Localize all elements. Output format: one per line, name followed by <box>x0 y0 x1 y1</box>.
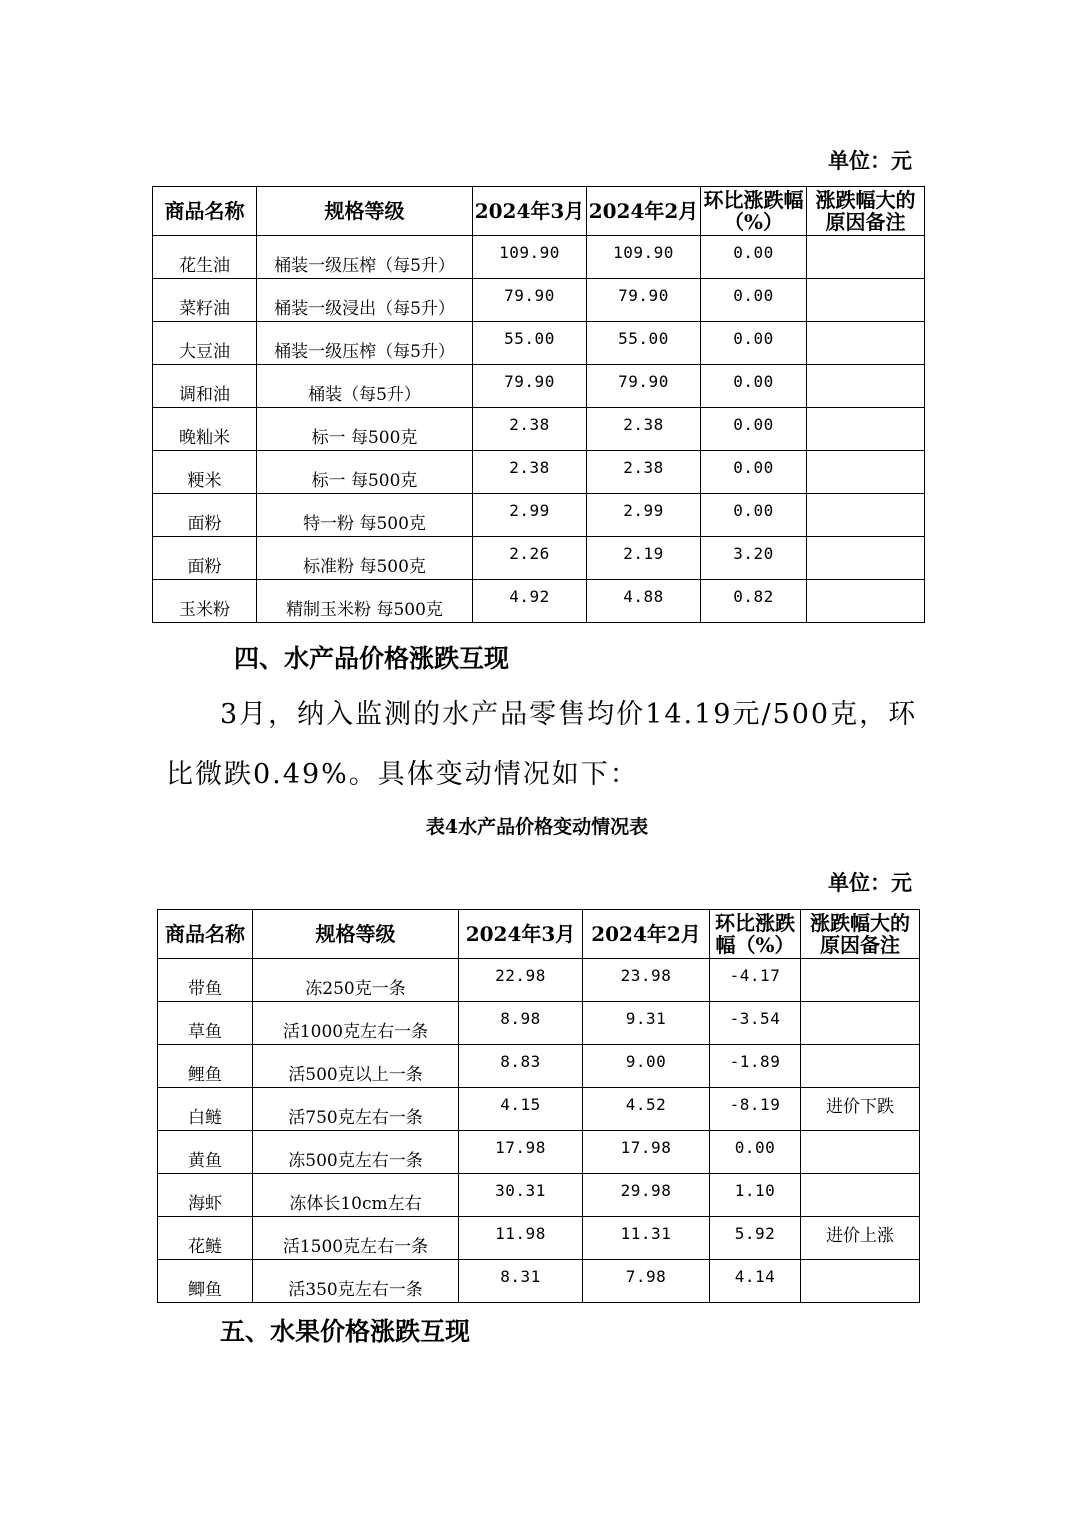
cell-spec <box>257 451 473 494</box>
cell-reason-note <box>801 1045 920 1088</box>
cell-reason-note <box>807 365 925 408</box>
cell-mom-change <box>701 408 807 451</box>
cell-product-name-text: 面粉 <box>187 556 222 577</box>
cell-product-name <box>158 1131 253 1174</box>
table-row <box>153 580 925 623</box>
cell-reason-note-text: 进价上涨 <box>826 1225 894 1246</box>
cell-february-price-text: 9.31 <box>625 1008 667 1028</box>
cell-spec-text: 桶装一级压榨（每5升） <box>274 341 455 362</box>
cell-reason-note <box>801 1260 920 1303</box>
cell-spec-text: 特一粉 每500克 <box>303 513 426 534</box>
aquatic-price-table <box>157 909 920 1303</box>
cell-product-name <box>158 1045 253 1088</box>
cell-mom-change-text: 0.00 <box>733 500 774 520</box>
table-row <box>153 322 925 365</box>
cell-mom-change <box>710 1131 801 1174</box>
cell-reason-note <box>807 580 925 623</box>
cell-mom-change <box>701 451 807 494</box>
cell-mom-change-text: 0.82 <box>733 586 774 606</box>
cell-product-name-text: 鲫鱼 <box>188 1279 222 1300</box>
cell-february-price <box>587 236 701 279</box>
cell-product-name-text: 花生油 <box>179 255 230 276</box>
cell-product-name <box>158 1088 253 1131</box>
cell-february-price-text: 17.98 <box>620 1137 672 1157</box>
cell-spec <box>257 580 473 623</box>
cell-march-price-text: 2.38 <box>509 414 550 434</box>
table-row <box>158 1002 920 1045</box>
cell-march-price-text: 4.15 <box>500 1094 541 1114</box>
cell-february-price <box>587 408 701 451</box>
header-march: 2024年3月 <box>459 910 583 959</box>
cell-february-price-text: 4.88 <box>623 586 664 606</box>
cell-mom-change <box>701 236 807 279</box>
cell-spec <box>257 322 473 365</box>
cell-march-price-text: 2.38 <box>509 457 550 477</box>
section4-paragraph-line1: 3月，纳入监测的水产品零售均价14.19元/500克，环 <box>220 699 918 730</box>
cell-mom-change <box>710 1002 801 1045</box>
cell-february-price <box>583 1131 710 1174</box>
cell-february-price-text: 2.38 <box>623 414 664 434</box>
cell-reason-note <box>807 494 925 537</box>
cell-mom-change-text: 4.14 <box>734 1266 776 1286</box>
cell-february-price-text: 4.52 <box>625 1094 667 1114</box>
cell-february-price-text: 2.38 <box>623 457 664 477</box>
cell-mom-change <box>710 1260 801 1303</box>
table-row <box>158 1174 920 1217</box>
cell-spec <box>253 959 459 1002</box>
header-february: 2024年2月 <box>583 910 710 959</box>
cell-mom-change-text: 0.00 <box>733 242 774 262</box>
cell-february-price <box>587 451 701 494</box>
table4-unit: 单位：元 <box>828 870 912 895</box>
header-mom-change: 环比涨跌幅（%） <box>701 187 807 236</box>
cell-mom-change-text: 5.92 <box>734 1223 776 1243</box>
cell-spec <box>257 537 473 580</box>
cell-march-price <box>459 1260 583 1303</box>
cell-mom-change <box>701 365 807 408</box>
cell-march-price <box>459 959 583 1002</box>
cell-spec-text: 标一 每500克 <box>311 427 418 448</box>
cell-february-price <box>587 494 701 537</box>
cell-mom-change-text: 0.00 <box>733 328 774 348</box>
cell-product-name-text: 黄鱼 <box>188 1150 222 1171</box>
table-row <box>153 408 925 451</box>
cell-mom-change-text: 0.00 <box>733 457 774 477</box>
cell-reason-note <box>801 1002 920 1045</box>
cell-february-price <box>583 1260 710 1303</box>
cell-february-price-text: 29.98 <box>620 1180 672 1200</box>
cell-mom-change <box>710 1217 801 1260</box>
cell-february-price-text: 79.90 <box>618 371 669 391</box>
cell-march-price-text: 2.26 <box>509 543 550 563</box>
header-mom-change: 环比涨跌幅（%） <box>710 910 801 959</box>
cell-product-name-text: 花鲢 <box>188 1236 222 1257</box>
table-row <box>153 537 925 580</box>
cell-march-price-text: 4.92 <box>509 586 550 606</box>
cell-spec <box>257 494 473 537</box>
cell-march-price-text: 79.90 <box>504 285 555 305</box>
cell-mom-change-text: 0.00 <box>733 414 774 434</box>
cell-march-price <box>473 365 587 408</box>
cell-product-name-text: 海虾 <box>188 1193 222 1214</box>
cell-spec-text: 桶装（每5升） <box>308 384 421 405</box>
cell-march-price-text: 11.98 <box>495 1223 546 1243</box>
cell-march-price <box>473 451 587 494</box>
header-march: 2024年3月 <box>473 187 587 236</box>
cell-march-price <box>459 1002 583 1045</box>
cell-product-name-text: 玉米粉 <box>179 599 230 620</box>
cell-product-name-text: 带鱼 <box>188 978 222 999</box>
cell-product-name <box>153 322 257 365</box>
header-product-name: 商品名称 <box>158 910 253 959</box>
cell-reason-note <box>801 959 920 1002</box>
table-row <box>158 1217 920 1260</box>
cell-reason-note <box>801 1217 920 1260</box>
cell-spec <box>253 1260 459 1303</box>
table-row <box>153 236 925 279</box>
cell-march-price <box>473 408 587 451</box>
cell-march-price <box>473 236 587 279</box>
cell-mom-change-text: -4.17 <box>729 965 781 985</box>
cell-reason-note <box>801 1174 920 1217</box>
cell-reason-note <box>807 537 925 580</box>
cell-spec <box>253 1131 459 1174</box>
table-row <box>158 1045 920 1088</box>
cell-february-price <box>583 1002 710 1045</box>
cell-product-name-text: 晚籼米 <box>179 427 230 448</box>
cell-reason-note-text: 进价下跌 <box>826 1096 894 1117</box>
header-february: 2024年2月 <box>587 187 701 236</box>
cell-mom-change-text: 0.00 <box>733 285 774 305</box>
table4-caption: 表4水产品价格变动情况表 <box>425 816 649 838</box>
cell-february-price <box>583 1174 710 1217</box>
cell-product-name <box>153 537 257 580</box>
cell-february-price-text: 23.98 <box>620 965 672 985</box>
cell-march-price <box>459 1045 583 1088</box>
cell-spec-text: 标一 每500克 <box>311 470 418 491</box>
cell-march-price-text: 8.31 <box>500 1266 541 1286</box>
cell-mom-change <box>701 494 807 537</box>
cell-mom-change-text: 3.20 <box>733 543 774 563</box>
cell-product-name-text: 鲤鱼 <box>188 1064 222 1085</box>
cell-product-name-text: 面粉 <box>187 513 222 534</box>
cell-spec-text: 标准粉 每500克 <box>303 556 426 577</box>
table-row <box>158 1088 920 1131</box>
cell-spec <box>253 1045 459 1088</box>
cell-march-price-text: 2.99 <box>509 500 550 520</box>
table-row <box>158 959 920 1002</box>
cell-spec-text: 精制玉米粉 每500克 <box>286 599 443 620</box>
cell-march-price <box>473 537 587 580</box>
cell-mom-change-text: 0.00 <box>734 1137 776 1157</box>
cell-reason-note <box>807 236 925 279</box>
cell-spec-text: 冻500克左右一条 <box>288 1150 423 1171</box>
cell-reason-note <box>807 322 925 365</box>
cell-spec-text: 桶装一级浸出（每5升） <box>274 298 455 319</box>
cell-march-price-text: 22.98 <box>495 965 546 985</box>
cell-spec <box>253 1088 459 1131</box>
cell-february-price-text: 7.98 <box>625 1266 667 1286</box>
cell-mom-change-text: -1.89 <box>729 1051 781 1071</box>
table-row <box>158 1260 920 1303</box>
cell-product-name <box>153 451 257 494</box>
cell-product-name <box>158 1260 253 1303</box>
cell-mom-change <box>701 537 807 580</box>
cell-spec <box>257 279 473 322</box>
cell-spec-text: 活500克以上一条 <box>288 1064 423 1085</box>
cell-february-price-text: 79.90 <box>618 285 669 305</box>
section4-heading: 四、水产品价格涨跌互现 <box>234 644 510 673</box>
cell-march-price-text: 30.31 <box>495 1180 546 1200</box>
cell-march-price-text: 8.83 <box>500 1051 541 1071</box>
cell-march-price-text: 79.90 <box>504 371 555 391</box>
cell-march-price-text: 8.98 <box>500 1008 541 1028</box>
cell-february-price <box>583 1045 710 1088</box>
cell-february-price <box>583 1088 710 1131</box>
header-spec: 规格等级 <box>253 910 459 959</box>
cell-reason-note <box>807 408 925 451</box>
cell-february-price-text: 109.90 <box>613 242 674 262</box>
cell-spec-text: 活1000克左右一条 <box>282 1021 429 1042</box>
cell-spec <box>253 1217 459 1260</box>
header-reason-note: 涨跌幅大的原因备注 <box>801 910 920 959</box>
cell-product-name <box>153 236 257 279</box>
table-row <box>158 1131 920 1174</box>
cell-product-name <box>153 279 257 322</box>
header-reason-note: 涨跌幅大的原因备注 <box>807 187 925 236</box>
cell-spec <box>257 365 473 408</box>
header-product-name: 商品名称 <box>153 187 257 236</box>
cell-reason-note <box>801 1088 920 1131</box>
cell-mom-change <box>701 580 807 623</box>
cell-product-name-text: 白鲢 <box>188 1107 222 1128</box>
table-row <box>153 451 925 494</box>
cell-spec <box>257 236 473 279</box>
cell-spec-text: 活1500克左右一条 <box>282 1236 429 1257</box>
cell-mom-change-text: 1.10 <box>734 1180 776 1200</box>
cell-product-name <box>158 1002 253 1045</box>
cell-february-price <box>587 279 701 322</box>
cell-reason-note <box>807 279 925 322</box>
cell-february-price <box>587 580 701 623</box>
cell-march-price <box>459 1088 583 1131</box>
cell-march-price-text: 109.90 <box>499 242 560 262</box>
cell-spec-text: 活750克左右一条 <box>288 1107 423 1128</box>
cell-product-name-text: 粳米 <box>187 470 222 491</box>
cell-mom-change <box>710 1088 801 1131</box>
cell-february-price-text: 2.99 <box>623 500 664 520</box>
cell-mom-change <box>701 279 807 322</box>
cell-spec-text: 桶装一级压榨（每5升） <box>274 255 455 276</box>
cell-reason-note <box>801 1131 920 1174</box>
cell-march-price-text: 17.98 <box>495 1137 546 1157</box>
cell-march-price <box>473 322 587 365</box>
cell-february-price-text: 2.19 <box>623 543 664 563</box>
cell-mom-change <box>710 1045 801 1088</box>
cell-march-price <box>459 1217 583 1260</box>
cell-february-price <box>587 322 701 365</box>
cell-mom-change <box>710 959 801 1002</box>
cell-february-price <box>583 1217 710 1260</box>
table-row <box>153 279 925 322</box>
cell-mom-change-text: -8.19 <box>729 1094 781 1114</box>
cell-mom-change-text: -3.54 <box>729 1008 781 1028</box>
cell-february-price <box>587 537 701 580</box>
cell-product-name <box>153 494 257 537</box>
cell-march-price <box>459 1174 583 1217</box>
cell-spec <box>253 1002 459 1045</box>
cell-mom-change-text: 0.00 <box>733 371 774 391</box>
cell-product-name-text: 调和油 <box>179 384 230 405</box>
cell-product-name <box>158 959 253 1002</box>
grain-oil-price-table <box>152 186 925 623</box>
section5-heading: 五、水果价格涨跌互现 <box>220 1317 471 1346</box>
cell-march-price <box>473 494 587 537</box>
cell-march-price <box>473 279 587 322</box>
cell-february-price <box>587 365 701 408</box>
cell-spec-text: 冻体长10cm左右 <box>289 1193 422 1214</box>
cell-mom-change <box>701 322 807 365</box>
cell-reason-note <box>807 451 925 494</box>
cell-product-name <box>153 408 257 451</box>
cell-product-name <box>158 1174 253 1217</box>
cell-february-price-text: 55.00 <box>618 328 669 348</box>
cell-february-price-text: 11.31 <box>620 1223 672 1243</box>
cell-spec <box>257 408 473 451</box>
table-row <box>153 494 925 537</box>
cell-product-name <box>153 580 257 623</box>
cell-product-name-text: 大豆油 <box>179 341 230 362</box>
cell-product-name-text: 菜籽油 <box>179 298 230 319</box>
cell-february-price <box>583 959 710 1002</box>
cell-spec <box>253 1174 459 1217</box>
cell-product-name <box>158 1217 253 1260</box>
section4-paragraph-line2: 比微跌0.49%。具体变动情况如下： <box>166 759 639 790</box>
cell-february-price-text: 9.00 <box>625 1051 667 1071</box>
cell-march-price-text: 55.00 <box>504 328 555 348</box>
cell-mom-change <box>710 1174 801 1217</box>
cell-product-name <box>153 365 257 408</box>
cell-march-price <box>459 1131 583 1174</box>
table-row <box>153 365 925 408</box>
cell-product-name-text: 草鱼 <box>188 1021 222 1042</box>
cell-spec-text: 冻250克一条 <box>305 978 406 999</box>
cell-spec-text: 活350克左右一条 <box>288 1279 423 1300</box>
header-spec: 规格等级 <box>257 187 473 236</box>
table3-unit: 单位：元 <box>828 148 912 173</box>
cell-march-price <box>473 580 587 623</box>
